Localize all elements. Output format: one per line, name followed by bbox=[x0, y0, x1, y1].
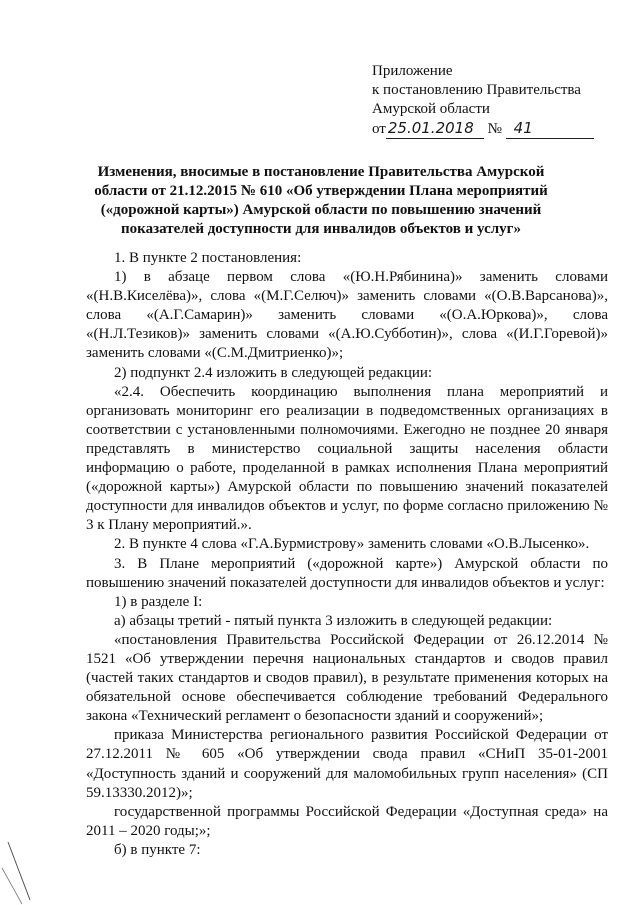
number-prefix: № bbox=[487, 121, 502, 137]
paragraph: а) абзацы третий - пятый пункта 3 изложить в следующей редакции: bbox=[114, 612, 553, 629]
paragraph: 1. В пункте 2 постановления: bbox=[114, 250, 302, 266]
paragraph: 1) в абзаце первом слова «(Ю.Н.Рябинина)» заменить словами «(Н.В.Киселёва)», слова «(М.Г.Селюч)» заменить словами «(О.В.Варсанова)», слова «(А.Г.Самарин)» заменить словами «(О.А.Юркова)», слова «(Н.Л.Тезиков)» заменить словами «(А.Ю.Субботин)», слова «(И.Г.Горевой)» заменить словами «(С.М.Дмитриенко)»; bbox=[86, 269, 608, 362]
paragraph: 2) подпункт 2.4 изложить в следующей редакции: bbox=[114, 364, 433, 381]
date-prefix: от bbox=[372, 121, 386, 137]
paragraph: «2.4. Обеспечить координацию выполнения плана мероприятий и организовать мониторинг его реализации в подведомственных организациях в соответствии с установленными полномочиями. Ежегодно не позднее 20 января представлять в министерство социальной защиты населения области информацию о работе, проделанной в рамках исполнения Плана мероприятий («дорожной карты») Амурской области по повышению значений показателей доступности для инвалидов объектов и услуг, по форме согласно приложению № 3 к Плану мероприятий.». bbox=[86, 383, 608, 534]
paragraph: государственной программы Российской Федерации «Доступная среда» на 2011 – 2020 годы;»; bbox=[86, 803, 608, 839]
appendix-line-2: к постановлению Правительства bbox=[372, 82, 581, 98]
paragraph: 1) в разделе I: bbox=[114, 593, 203, 610]
document-title: Изменения, вносимые в постановление Правительства Амурской области от 21.12.2015 № 610 «Об утверждении Плана мероприятий («дорожной карты») Амурской области по повышению значений показателей доступности для инвалидов объектов и услуг» bbox=[94, 164, 548, 237]
appendix-line-3: Амурской области bbox=[372, 101, 490, 117]
paragraph: приказа Министерства регионального развития Российской Федерации от 27.12.2011 № 605 «Об утверждении свода правил «СНиП 35-01-2001 «Доступность зданий и сооружений для маломобильных групп населения» (СП 59.13330.2012)»; bbox=[86, 727, 608, 801]
document-body bbox=[86, 249, 608, 860]
paragraph: 2. В пункте 4 слова «Г.А.Бурмистрову» заменить словами «О.В.Лысенко». bbox=[114, 536, 590, 553]
scan-artifact-mark bbox=[0, 840, 60, 905]
paragraph: «постановления Правительства Российской Федерации от 26.12.2014 № 1521 «Об утверждении перечня национальных стандартов и сводов правил (частей таких стандартов и сводов правил), в результате применения которых на обязательной основе обеспечивается соблюдение требований Федерального закона «Технический регламент о безопасности зданий и сооружений»; bbox=[86, 631, 608, 725]
appendix-line-1: Приложение bbox=[372, 63, 453, 79]
paragraph: 3. В Плане мероприятий («дорожной карте») Амурской области по повышению значений показателей доступности для инвалидов объектов и услуг: bbox=[86, 555, 608, 591]
appendix-block bbox=[372, 62, 612, 139]
paragraph: б) в пункте 7: bbox=[114, 841, 201, 858]
handwritten-date: 25.01.2018 bbox=[386, 119, 484, 139]
appendix-date-number-row bbox=[372, 119, 612, 139]
handwritten-number: 41 bbox=[506, 119, 594, 139]
